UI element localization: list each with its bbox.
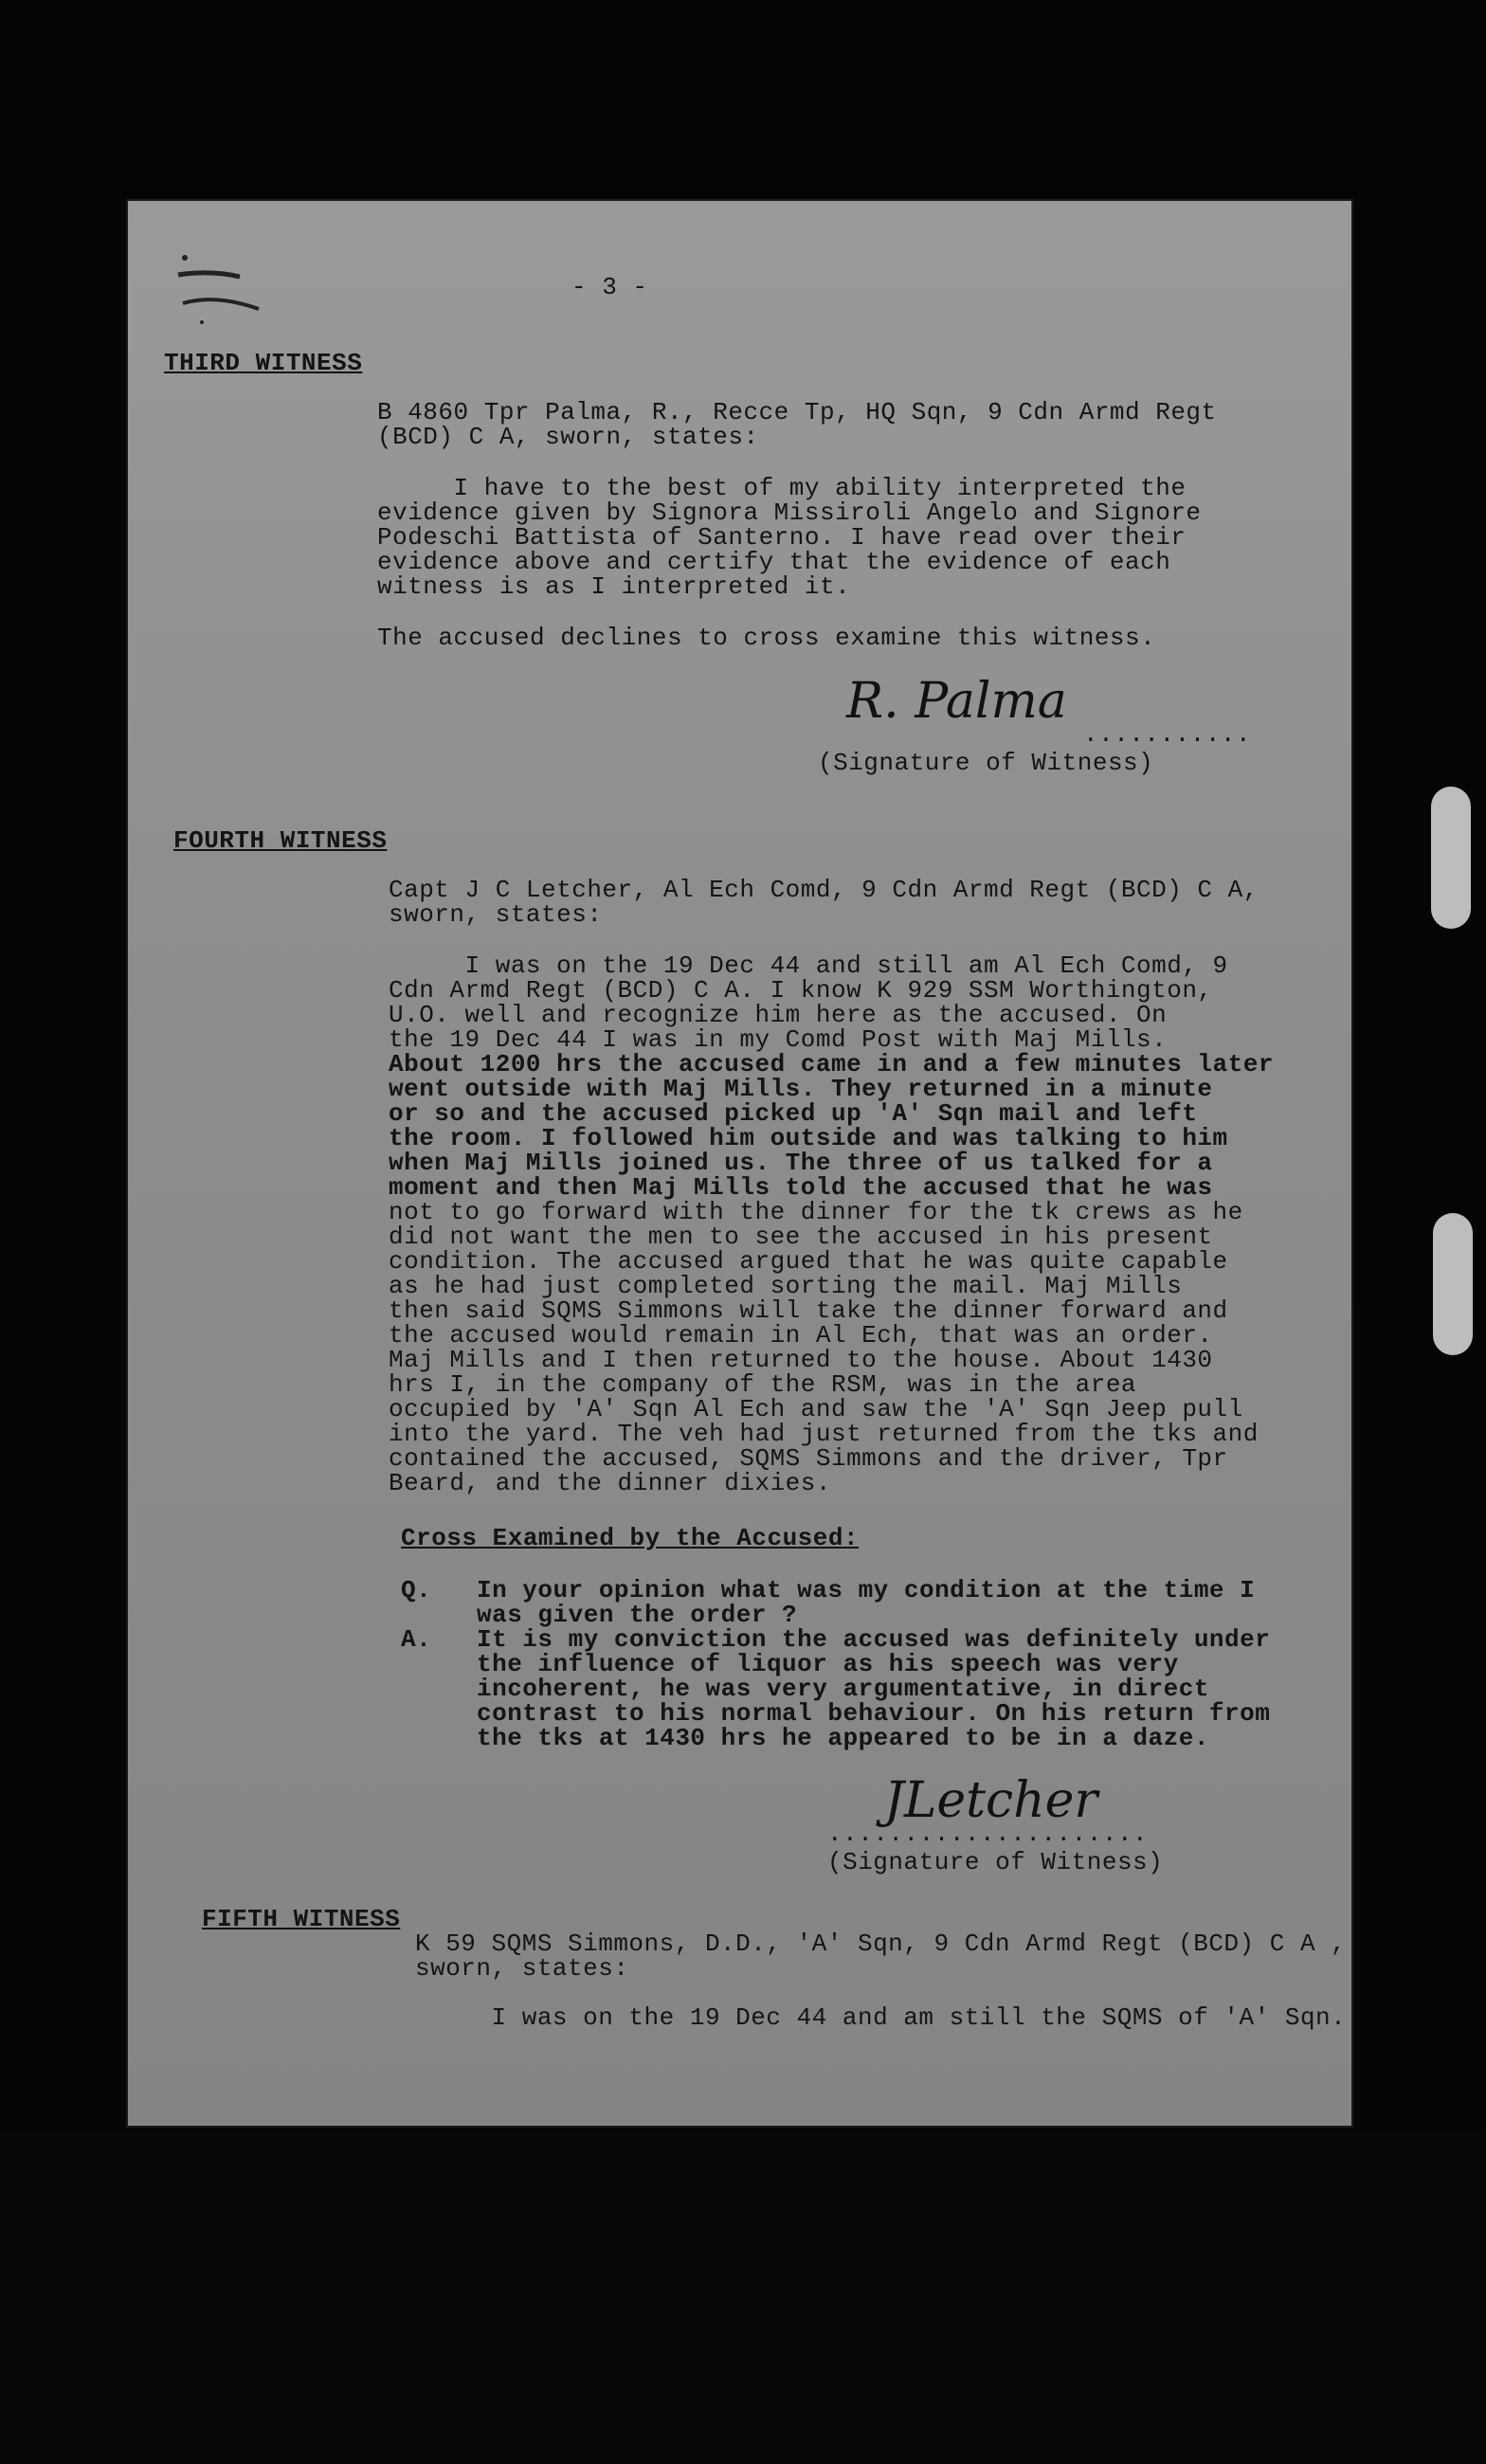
fourth-witness-line: contained the accused, SQMS Simmons and the driver, Tpr [389,1444,1228,1473]
fourth-witness-signature-dots: ..................... [827,1820,1149,1848]
answer-line: contrast to his normal behaviour. On his return from [477,1699,1271,1728]
fourth-witness-line: when Maj Mills joined us. The three of us talked for a [389,1149,1213,1177]
fourth-witness-line: I was on the 19 Dec 44 and still am Al Ech Comd, 9 [389,951,1228,980]
third-witness-signature-dots: ........... [1083,720,1252,749]
third-witness-intro-2: (BCD) C A, sworn, states: [377,423,759,451]
third-witness-line: evidence above and certify that the evidence of each [377,548,1171,576]
fourth-witness-line: Cdn Armd Regt (BCD) C A. I know K 929 SSM Worthington, [389,976,1213,1005]
answer-line: incoherent, he was very argumentative, in direct [477,1675,1209,1703]
film-border [0,2130,1486,2464]
fourth-witness-line: hrs I, in the company of the RSM, was in the area [389,1370,1137,1399]
question-line: In your opinion what was my condition at the time I [477,1576,1256,1604]
answer-line: the tks at 1430 hrs he appeared to be in a daze. [477,1724,1209,1752]
third-witness-line: witness is as I interpreted it. [377,572,851,601]
third-witness-cross-note: The accused declines to cross examine this witness. [377,624,1156,652]
fourth-witness-line: into the yard. The veh had just returned from the tks and [389,1420,1259,1448]
fourth-witness-signature: JLetcher [884,1772,1098,1829]
question-label: Q. [401,1576,432,1604]
fourth-witness-heading: FOURTH WITNESS [173,826,388,855]
document-page [126,199,1353,2128]
third-witness-signature-label: (Signature of Witness) [818,749,1154,777]
fourth-witness-line: condition. The accused argued that he was quite capable [389,1247,1228,1276]
fourth-witness-cross-heading: Cross Examined by the Accused: [401,1524,860,1552]
third-witness-heading: THIRD WITNESS [164,349,363,377]
fourth-witness-line: the room. I followed him outside and was talking to him [389,1124,1228,1152]
fourth-witness-line: as he had just completed sorting the mail. Maj Mills [389,1272,1183,1300]
fourth-witness-line: U.O. well and recognize him here as the accused. On [389,1001,1168,1029]
fifth-witness-heading: FIFTH WITNESS [202,1905,401,1933]
third-witness-line: evidence given by Signora Missiroli Angelo and Signore [377,498,1202,527]
answer-line: It is my conviction the accused was definitely under [477,1625,1271,1654]
fourth-witness-line: the 19 Dec 44 I was in my Comd Post with Maj Mills. [389,1025,1168,1054]
question-line: was given the order ? [477,1601,798,1629]
third-witness-signature: R. Palma [846,673,1067,730]
fourth-witness-signature-label: (Signature of Witness) [827,1848,1164,1876]
fourth-witness-line: Beard, and the dinner dixies. [389,1469,831,1497]
fourth-witness-intro-2: sworn, states: [389,900,603,929]
answer-label: A. [401,1625,432,1654]
fifth-witness-intro-1: K 59 SQMS Simmons, D.D., 'A' Sqn, 9 Cdn Armd Regt (BCD) C A , [415,1930,1347,1958]
page-number: - 3 - [571,273,648,301]
fourth-witness-line: went outside with Maj Mills. They returned in a minute [389,1075,1213,1103]
fourth-witness-line: did not want the men to see the accused in his present [389,1223,1213,1251]
third-witness-line: Podeschi Battista of Santerno. I have read over their [377,523,1187,552]
answer-line: the influence of liquor as his speech was very [477,1650,1179,1678]
film-edge-mark [1433,1213,1473,1355]
film-edge-mark [1431,787,1471,929]
fourth-witness-intro-1: Capt J C Letcher, Al Ech Comd, 9 Cdn Armd Regt (BCD) C A, [389,876,1259,904]
handwritten-marks [173,246,287,332]
fourth-witness-line: Maj Mills and I then returned to the house. About 1430 [389,1346,1213,1374]
fourth-witness-line: not to go forward with the dinner for the tk crews as he [389,1198,1243,1226]
fourth-witness-line: or so and the accused picked up 'A' Sqn mail and left [389,1099,1198,1128]
fifth-witness-intro-2: sworn, states: [415,1954,629,1983]
third-witness-line: I have to the best of my ability interpreted the [377,474,1187,502]
third-witness-intro-1: B 4860 Tpr Palma, R., Recce Tp, HQ Sqn, 9 Cdn Armd Regt [377,398,1217,426]
fourth-witness-line: occupied by 'A' Sqn Al Ech and saw the 'A' Sqn Jeep pull [389,1395,1243,1423]
fourth-witness-line: moment and then Maj Mills told the accused that he was [389,1173,1213,1202]
fifth-witness-line: I was on the 19 Dec 44 and am still the SQMS of 'A' Sqn. [415,2003,1347,2032]
fourth-witness-line: then said SQMS Simmons will take the dinner forward and [389,1296,1228,1325]
fourth-witness-line: the accused would remain in Al Ech, that was an order. [389,1321,1213,1350]
fourth-witness-line: About 1200 hrs the accused came in and a few minutes later [389,1050,1274,1078]
